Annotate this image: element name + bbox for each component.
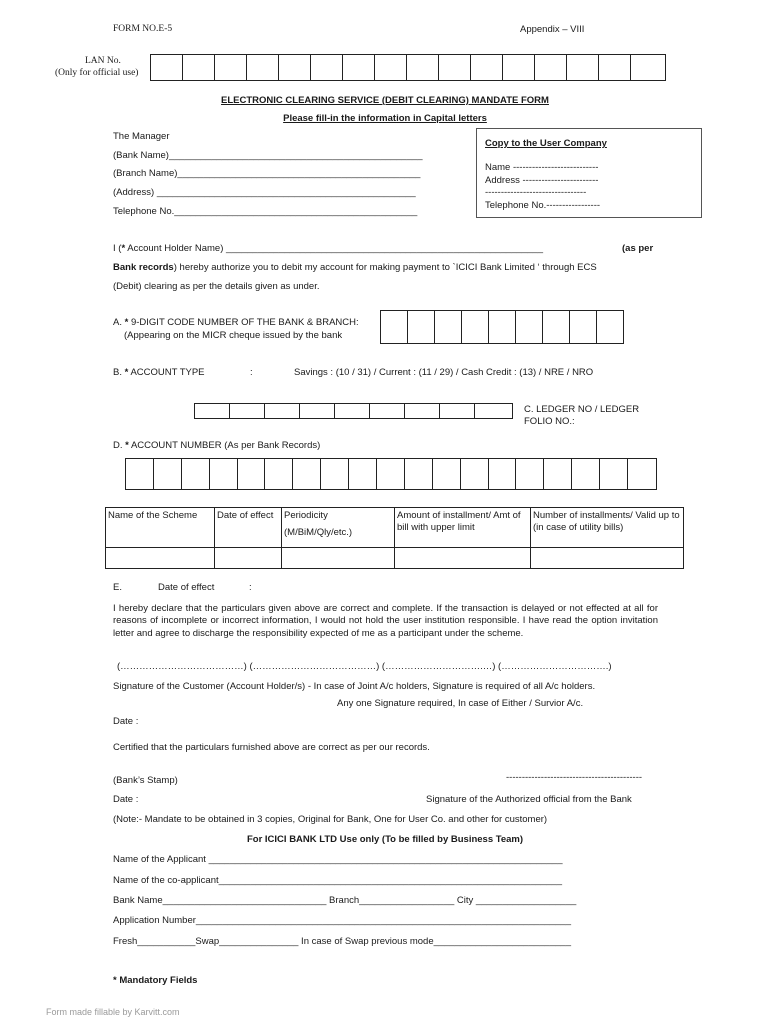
section-b-prefix: B. [113, 367, 122, 378]
account-box[interactable] [544, 459, 572, 489]
fresh-swap-field[interactable]: Fresh___________Swap_______________ In case of Swap previous mode__________________________ [113, 936, 571, 947]
account-box[interactable] [516, 459, 544, 489]
section-e-prefix: E. [113, 582, 122, 593]
micr-box[interactable] [462, 311, 489, 343]
account-box[interactable] [154, 459, 182, 489]
section-a-label [113, 317, 359, 328]
auth-prefix: I ( [113, 243, 122, 254]
copy-box-title: Copy to the User Company [485, 138, 607, 149]
micr-box[interactable] [597, 311, 624, 343]
lan-box[interactable] [407, 55, 439, 80]
lan-note: (Only for official use) [55, 68, 139, 78]
section-d-label [113, 440, 320, 451]
authorized-signature-line[interactable]: ------------------------------------------- [506, 772, 643, 783]
ledger-box[interactable] [440, 404, 475, 418]
lan-box[interactable] [247, 55, 279, 80]
authorization-line-2 [113, 262, 597, 273]
bank-records-label: Bank records [113, 262, 174, 273]
signature-lines[interactable]: (…………………………………) (…………………………………) (………………………….…) (…………………………….) [117, 661, 612, 672]
icici-section-title: For ICICI BANK LTD Use only (To be filled by Business Team) [246, 834, 524, 845]
account-box[interactable] [182, 459, 210, 489]
authorization-line-3: (Debit) clearing as per the details given as under. [113, 281, 320, 292]
section-e-colon: : [249, 582, 252, 593]
form-number: FORM NO.E-5 [113, 24, 173, 34]
copy-box-name[interactable]: Name --------------------------- [485, 162, 599, 173]
header-periodicity [282, 508, 395, 548]
micr-box[interactable] [381, 311, 408, 343]
lan-box[interactable] [599, 55, 631, 80]
account-box[interactable] [572, 459, 600, 489]
telephone-field[interactable]: Telephone No.______________________________________________ [113, 206, 418, 217]
signature-note-2: Any one Signature required, In case of Either / Survior A/c. [337, 698, 584, 709]
section-b-colon: : [250, 367, 253, 378]
account-type-options[interactable]: Savings : (10 / 31) / Current : (11 / 29) / Cash Credit : (13) / NRE / NRO [294, 367, 594, 378]
account-number-boxes[interactable] [125, 458, 657, 490]
section-e-label[interactable]: Date of effect [158, 582, 215, 593]
lan-box[interactable] [567, 55, 599, 80]
header-date-of-effect: Date of effect [215, 508, 282, 548]
header-scheme: Name of the Scheme [106, 508, 215, 548]
lan-box[interactable] [311, 55, 343, 80]
lan-box[interactable] [151, 55, 183, 80]
ledger-box[interactable] [265, 404, 300, 418]
date-cell[interactable] [215, 548, 282, 569]
micr-box[interactable] [435, 311, 462, 343]
section-d-text: ACCOUNT NUMBER (As per Bank Records) [128, 440, 321, 451]
footer-credit: Form made fillable by Karvitt.com [46, 1007, 180, 1017]
lan-box[interactable] [183, 55, 215, 80]
copy-box-address-line2[interactable]: -------------------------------- [485, 187, 587, 198]
auth-as-per: (as per [622, 243, 654, 254]
lan-box[interactable] [343, 55, 375, 80]
account-box[interactable] [238, 459, 266, 489]
section-b-label [113, 367, 205, 378]
section-a-prefix: A. [113, 317, 122, 328]
mandatory-fields-note [113, 975, 197, 986]
account-box[interactable] [377, 459, 405, 489]
bank-name-field[interactable]: (Bank Name)________________________________________________ [113, 150, 423, 161]
amount-cell[interactable] [395, 548, 531, 569]
lan-box[interactable] [279, 55, 311, 80]
header-amount: Amount of installment/ Amt of bill with upper limit [395, 508, 531, 548]
mandatory-star-icon: * [125, 440, 129, 451]
ledger-box[interactable] [300, 404, 335, 418]
ledger-box[interactable] [405, 404, 440, 418]
account-box[interactable] [461, 459, 489, 489]
micr-box[interactable] [543, 311, 570, 343]
micr-box[interactable] [516, 311, 543, 343]
lan-label: LAN No. [85, 56, 121, 66]
mandatory-star-icon: * [124, 367, 129, 378]
section-a-note: (Appearing on the MICR cheque issued by the bank [124, 330, 343, 341]
form-title: ELECTRONIC CLEARING SERVICE (DEBIT CLEARING) MANDATE FORM [221, 95, 549, 106]
auth-text: ) hereby authorize you to debit my account for making payment to `ICICI Bank Limited ‘ through ECS [173, 262, 597, 273]
account-box[interactable] [600, 459, 628, 489]
account-box[interactable] [489, 459, 517, 489]
authorization-line-1 [113, 243, 543, 254]
lan-box[interactable] [439, 55, 471, 80]
address-field[interactable]: (Address) _________________________________________________ [113, 187, 416, 198]
micr-box[interactable] [408, 311, 435, 343]
applicant-name-field[interactable]: Name of the Applicant ___________________________________________________________________ [113, 854, 563, 865]
section-c-label: C. LEDGER NO / LEDGER [524, 404, 640, 415]
table-row [106, 548, 684, 569]
account-box[interactable] [628, 459, 657, 489]
section-c-label-2: FOLIO NO.: [524, 416, 575, 427]
bank-stamp-label: (Bank’s Stamp) [113, 775, 178, 786]
lan-box[interactable] [215, 55, 247, 80]
account-box[interactable] [405, 459, 433, 489]
micr-box[interactable] [489, 311, 516, 343]
addressee-manager: The Manager [113, 131, 170, 142]
copies-note: (Note:- Mandate to be obtained in 3 copies, Original for Bank, One for User Co. and other for customer) [113, 814, 548, 825]
lan-box[interactable] [471, 55, 503, 80]
account-box[interactable] [126, 459, 154, 489]
periodicity-sub: (M/BiM/Qly/etc.) [284, 527, 353, 538]
date-field-1[interactable]: Date : [113, 716, 139, 727]
account-box[interactable] [293, 459, 321, 489]
periodicity-label: Periodicity [284, 510, 328, 521]
lan-box[interactable] [631, 55, 666, 80]
lan-box[interactable] [535, 55, 567, 80]
branch-name-field[interactable]: (Branch Name)______________________________________________ [113, 168, 421, 179]
lan-number-boxes[interactable] [150, 54, 666, 81]
micr-box[interactable] [570, 311, 597, 343]
account-box[interactable] [265, 459, 293, 489]
certified-text: Certified that the particulars furnished above are correct as per our records. [113, 742, 430, 753]
account-box[interactable] [433, 459, 461, 489]
ledger-box[interactable] [335, 404, 370, 418]
application-number-field[interactable]: Application Number_______________________________________________________________________ [113, 915, 572, 926]
mandatory-label: Mandatory Fields [119, 975, 198, 986]
lan-box[interactable] [375, 55, 407, 80]
account-box[interactable] [321, 459, 349, 489]
ledger-box[interactable] [195, 404, 230, 418]
bank-branch-city-field[interactable]: Bank Name_______________________________ Branch__________________ City ___________________ [113, 895, 577, 906]
mandatory-star-icon: * [124, 317, 129, 328]
copy-box-telephone[interactable]: Telephone No.----------------- [485, 200, 601, 211]
installments-cell[interactable] [531, 548, 684, 569]
periodicity-cell[interactable] [282, 548, 395, 569]
section-a-text: 9-DIGIT CODE NUMBER OF THE BANK & BRANCH: [128, 317, 359, 328]
form-subtitle: Please fill-in the information in Capital letters [283, 113, 487, 124]
schedule-table [105, 507, 684, 569]
lan-box[interactable] [503, 55, 535, 80]
declaration-text: I hereby declare that the particulars given above are correct and complete. If the transaction is delayed or not effected at all for reasons of incomplete or incorrect information, I would not hold the user institution responsible. I have read the option invitation letter and agree to discharge the responsibility expected of me as a participant under the scheme. [113, 603, 658, 639]
mandatory-star-icon: * [113, 975, 117, 986]
ledger-box[interactable] [475, 404, 513, 418]
co-applicant-name-field[interactable]: Name of the co-applicant_________________________________________________________________ [113, 875, 563, 886]
section-b-text: ACCOUNT TYPE [128, 367, 205, 378]
ledger-box[interactable] [370, 404, 405, 418]
mandatory-star-icon: * [121, 243, 126, 254]
account-box[interactable] [349, 459, 377, 489]
header-installments: Number of installments/ Valid up to (in case of utility bills) [531, 508, 684, 548]
scheme-cell[interactable] [106, 548, 215, 569]
ledger-number-boxes[interactable] [194, 403, 513, 419]
copy-box-address[interactable]: Address ------------------------ [485, 175, 599, 186]
micr-code-boxes[interactable] [380, 310, 624, 344]
signature-note: Signature of the Customer (Account Holder/s) - In case of Joint A/c holders, Signature is required of all A/c holders. [113, 681, 596, 692]
table-header-row [106, 508, 684, 548]
appendix-label: Appendix – VIII [520, 24, 585, 35]
account-holder-name-field[interactable]: Account Holder Name) ____________________________________________________________ [125, 243, 544, 254]
date-field-2[interactable]: Date : [113, 794, 139, 805]
authorized-signature-label: Signature of the Authorized official from the Bank [426, 794, 632, 805]
section-d-prefix: D. [113, 440, 123, 451]
account-box[interactable] [210, 459, 238, 489]
ledger-box[interactable] [230, 404, 265, 418]
